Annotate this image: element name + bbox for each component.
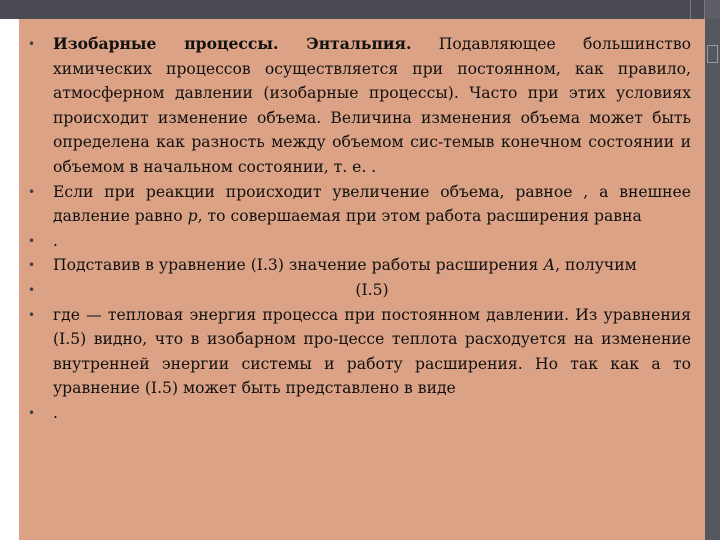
list-item [28, 32, 691, 180]
top-bar [0, 0, 720, 19]
list-item [28, 401, 691, 426]
list-item [28, 253, 691, 278]
variable-text: А [543, 256, 556, 275]
bullet-icon: • [28, 37, 36, 51]
top-bar-segment [704, 0, 720, 19]
bullet-icon: • [28, 307, 36, 322]
bullet-icon: • [28, 233, 36, 248]
paragraph-text: где — тепловая энергия процесса при постоянном давлении. Из уравнения (I.5) видно, что в изобарном про-цессе теплота расходуется на изменение внутренней энергии системы и работу расширения. Но так как а то уравнение (I.5) может быть представлено в виде [53, 305, 691, 398]
bullet-icon: • [28, 405, 36, 420]
list-item [28, 303, 691, 401]
bullet-list [28, 32, 691, 426]
heading-text: Изобарные процессы. Энтальпия. [53, 34, 412, 53]
right-bar [705, 19, 720, 540]
paragraph-text: . [53, 403, 58, 422]
list-item [28, 229, 691, 254]
top-bar-segment [690, 0, 705, 19]
paragraph-text: Если при реакции происходит увеличение объема, равное , а внешнее давление равно [53, 182, 691, 226]
paragraph-text: , то совершаемая при этом работа расширения равна [197, 207, 642, 226]
list-item [28, 278, 691, 303]
equation-number: (I.5) [355, 280, 389, 299]
right-bar-marker [707, 45, 718, 63]
paragraph-text: Подставив в уравнение (I.3) значение работы расширения [53, 256, 544, 275]
bullet-icon: • [28, 258, 36, 273]
variable-text: р [187, 207, 198, 226]
paragraph-text: . [53, 231, 58, 250]
paragraph-text: , получим [555, 256, 637, 275]
list-item [28, 180, 691, 229]
bullet-icon: • [28, 184, 36, 199]
paragraph-text: Подавляющее большинство химических процессов осуществляется при постоянном, как правило, атмосферном давлении (изобарные процессы). Часто при этих условиях происходит изменение объема. Величина изменения объема может быть определена как разность между объемом сис-темыв конечном состоянии и объемом в начальном состоянии, т. е. . [53, 35, 691, 176]
bullet-icon: • [28, 282, 36, 297]
slide-content [19, 19, 705, 540]
